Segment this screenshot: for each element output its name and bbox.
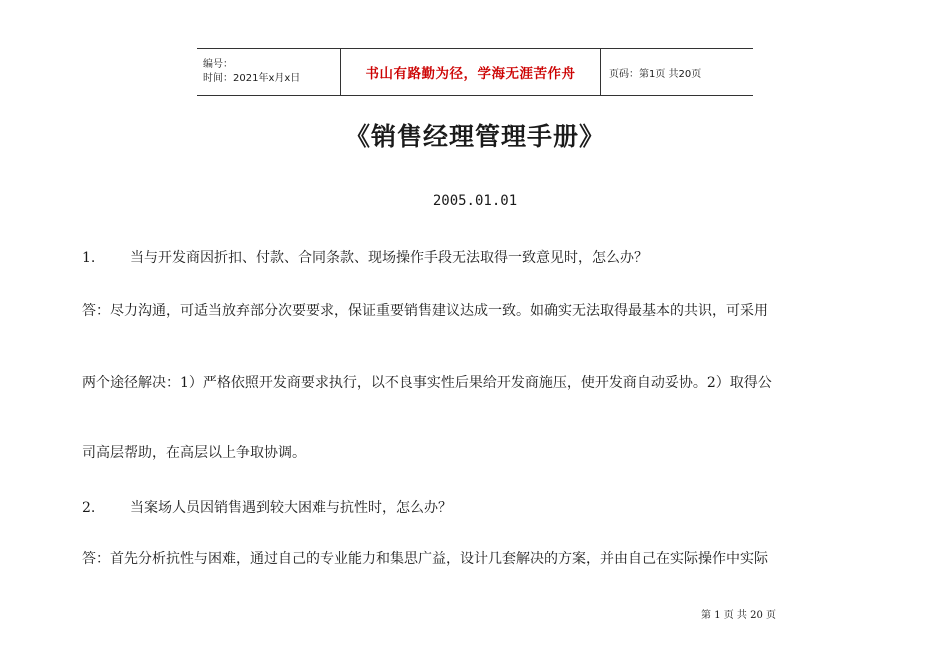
answer-1-line-2: 两个途径解决：1）严格依照开发商要求执行，以不良事实性后果给开发商施压，使开发商自动妥协。2）取得公 <box>82 375 772 391</box>
document-header <box>197 48 753 96</box>
header-meta <box>197 49 340 95</box>
header-time-label: 时间：2021年x月x日 <box>203 73 301 84</box>
header-page-info: 页码：第1页 共20页 <box>609 68 702 80</box>
answer-1-line-3: 司高层帮助，在高层以上争取协调。 <box>82 445 306 461</box>
question-1-number: 1. <box>82 250 96 266</box>
question-2-text: 当案场人员因销售遇到较大困难与抗性时，怎么办？ <box>130 500 452 516</box>
question-1 <box>82 247 872 267</box>
answer-1-line-1: 答：尽力沟通，可适当放弃部分次要要求，保证重要销售建议达成一致。如确实无法取得最基本的共识，可采用 <box>82 303 768 319</box>
document-date: 2005.01.01 <box>432 193 518 209</box>
page-footer: 第 1 页 共 20 页 <box>701 610 776 621</box>
header-motto: 书山有路勤为径，学海无涯苦作舟 <box>340 49 601 95</box>
question-2-number: 2. <box>82 500 96 516</box>
question-2 <box>82 497 872 517</box>
header-number-label: 编号： <box>203 59 233 70</box>
question-1-text: 当与开发商因折扣、付款、合同条款、现场操作手段无法取得一致意见时，怎么办？ <box>130 250 648 266</box>
document-title: 《销售经理管理手册》 <box>344 122 605 151</box>
answer-2-line-1: 答：首先分析抗性与困难，通过自己的专业能力和集思广益，设计几套解决的方案，并由自己在实际操作中实际 <box>82 551 768 567</box>
